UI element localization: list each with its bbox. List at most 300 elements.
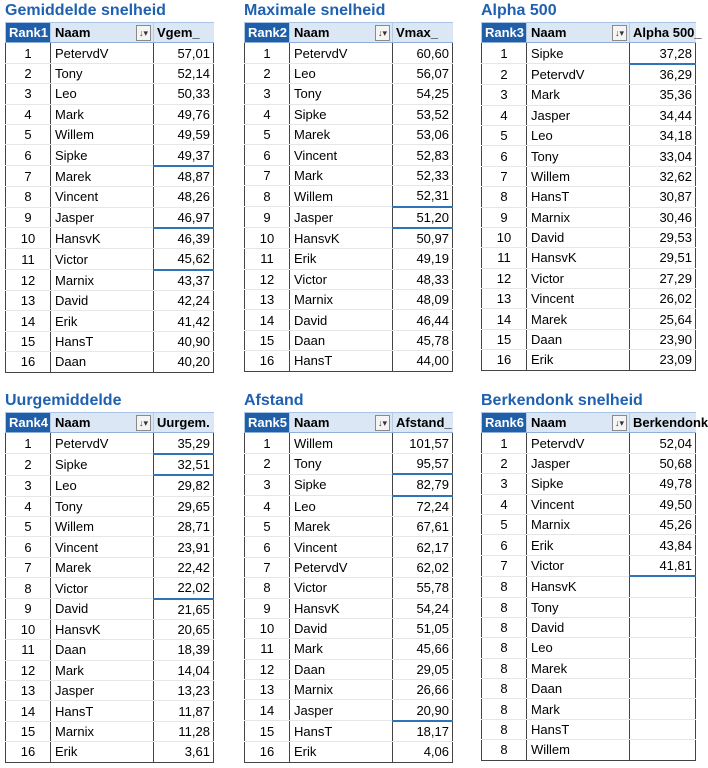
rank-cell: 2 [245, 453, 290, 474]
table-row [482, 699, 696, 719]
rank-cell: 8 [482, 679, 527, 699]
rank-cell: 16 [245, 351, 290, 371]
value-header[interactable]: Uurgem. [154, 413, 214, 433]
name-cell: HansvK [290, 228, 393, 249]
rank-cell: 5 [245, 124, 290, 144]
ranking-table [244, 22, 453, 372]
rank-cell: 8 [482, 187, 527, 207]
rank-header[interactable]: Rank5 [245, 413, 290, 433]
value-cell: 52,04 [630, 433, 696, 453]
name-cell: Vincent [527, 289, 630, 309]
name-cell: Marnix [527, 207, 630, 227]
table-row [482, 64, 696, 85]
rank-cell: 6 [6, 145, 51, 166]
name-cell: HansvK [51, 228, 154, 249]
rank-cell: 13 [245, 680, 290, 700]
rank-cell: 8 [245, 578, 290, 598]
rank-cell: 12 [245, 269, 290, 289]
name-header[interactable] [527, 413, 630, 433]
table-row [245, 680, 453, 700]
value-cell: 67,61 [393, 516, 453, 536]
name-cell: Jasper [527, 105, 630, 125]
value-cell: 29,53 [630, 227, 696, 247]
name-cell: Victor [527, 555, 630, 576]
value-cell [630, 740, 696, 760]
value-cell: 40,20 [154, 352, 214, 372]
value-cell: 41,42 [154, 311, 214, 331]
table-row [6, 599, 214, 620]
table-row [245, 742, 453, 762]
name-cell: Erik [527, 535, 630, 555]
table-row [245, 598, 453, 618]
table-row [482, 433, 696, 453]
table-row [482, 350, 696, 370]
value-cell: 95,57 [393, 453, 453, 474]
value-cell: 46,44 [393, 310, 453, 330]
table-row [6, 537, 214, 557]
rank-cell: 3 [482, 474, 527, 494]
value-header[interactable]: Berkendonk [630, 413, 696, 433]
value-cell: 18,39 [154, 640, 214, 660]
rank-cell: 3 [6, 84, 51, 104]
table-row [245, 516, 453, 536]
name-cell: Sipke [51, 454, 154, 475]
name-cell: Tony [527, 597, 630, 617]
name-cell: Erik [51, 742, 154, 762]
rank-cell: 4 [245, 104, 290, 124]
name-header[interactable] [527, 23, 630, 43]
value-cell: 72,24 [393, 496, 453, 517]
value-cell: 49,59 [154, 124, 214, 144]
table-row [245, 700, 453, 721]
rank-cell: 16 [6, 352, 51, 372]
sort-filter-icon[interactable]: ↓▾ [612, 25, 627, 41]
table-row [482, 248, 696, 268]
header-row [482, 23, 696, 43]
table-row [6, 124, 214, 144]
value-cell: 53,52 [393, 104, 453, 124]
name-cell: Mark [527, 699, 630, 719]
rank-cell: 8 [482, 576, 527, 597]
table-row [6, 433, 214, 454]
value-cell: 48,87 [154, 166, 214, 187]
value-cell: 23,09 [630, 350, 696, 370]
table-title: Afstand [244, 392, 304, 409]
name-cell: Vincent [290, 145, 393, 165]
rank-cell: 8 [482, 740, 527, 760]
table-title: Berkendonk snelheid [481, 392, 643, 409]
table-row [482, 207, 696, 227]
table-row [6, 291, 214, 311]
value-cell: 42,24 [154, 291, 214, 311]
name-cell: Mark [290, 165, 393, 185]
table-row [6, 43, 214, 63]
rank-cell: 6 [245, 537, 290, 557]
name-cell: Vincent [527, 494, 630, 514]
name-cell: Mark [290, 639, 393, 659]
value-cell: 35,36 [630, 85, 696, 105]
name-cell: HansvK [527, 248, 630, 268]
rank-cell: 7 [6, 557, 51, 577]
rank-header[interactable]: Rank4 [6, 413, 51, 433]
rank-cell: 6 [482, 535, 527, 555]
rank-cell: 8 [482, 638, 527, 658]
rank-cell: 7 [245, 165, 290, 185]
table-row [482, 638, 696, 658]
name-cell: Sipke [527, 43, 630, 64]
rank-cell: 13 [482, 289, 527, 309]
table-row [6, 640, 214, 660]
table-row [6, 187, 214, 207]
name-cell: HansT [527, 719, 630, 739]
table-row [482, 535, 696, 555]
name-cell: David [527, 617, 630, 637]
name-header[interactable] [51, 413, 154, 433]
table-row [482, 289, 696, 309]
table-row [6, 84, 214, 104]
table-row [482, 227, 696, 247]
table-row [482, 146, 696, 166]
name-cell: Erik [290, 742, 393, 762]
value-header[interactable]: Vmax_ [393, 23, 453, 43]
value-cell [630, 638, 696, 658]
rank-cell: 9 [245, 207, 290, 228]
table-row [6, 331, 214, 351]
rank-cell: 16 [482, 350, 527, 370]
name-cell: Marek [527, 309, 630, 329]
rank-cell: 10 [6, 228, 51, 249]
table-row [6, 104, 214, 124]
value-cell: 62,17 [393, 537, 453, 557]
name-cell: Leo [290, 496, 393, 517]
table-row [245, 351, 453, 371]
name-cell: Marek [290, 516, 393, 536]
ranking-table [481, 22, 702, 371]
table-row [482, 597, 696, 617]
value-cell: 49,78 [630, 474, 696, 494]
value-cell: 25,64 [630, 309, 696, 329]
sort-filter-icon[interactable]: ↓▾ [612, 415, 627, 431]
name-cell: Erik [527, 350, 630, 370]
value-cell: 34,18 [630, 125, 696, 145]
value-cell [630, 658, 696, 678]
name-cell: Daan [290, 330, 393, 350]
rank-cell: 3 [482, 85, 527, 105]
name-cell: Jasper [290, 700, 393, 721]
rank-cell: 4 [6, 496, 51, 516]
value-cell: 20,90 [393, 700, 453, 721]
table-row [6, 145, 214, 166]
name-cell: HansT [290, 351, 393, 371]
table-row [482, 268, 696, 288]
name-cell: Vincent [290, 537, 393, 557]
table-row [482, 719, 696, 739]
name-cell: Marnix [290, 680, 393, 700]
rank-cell: 3 [245, 84, 290, 104]
table-row [482, 85, 696, 105]
table-row [245, 228, 453, 249]
rank-cell: 12 [6, 660, 51, 680]
value-cell: 30,46 [630, 207, 696, 227]
name-header[interactable] [290, 413, 393, 433]
rank-cell: 10 [245, 618, 290, 638]
table-row [6, 63, 214, 83]
rank-cell: 9 [6, 599, 51, 620]
value-cell: 45,62 [154, 249, 214, 270]
value-cell [630, 719, 696, 739]
value-cell: 30,87 [630, 187, 696, 207]
name-cell: Leo [527, 638, 630, 658]
value-cell: 34,44 [630, 105, 696, 125]
name-cell: Marnix [527, 514, 630, 534]
table-title: Uurgemiddelde [5, 392, 122, 409]
name-cell: HansvK [51, 619, 154, 639]
header-row [6, 23, 214, 43]
table-row [245, 496, 453, 517]
name-cell: Leo [290, 63, 393, 83]
name-cell: HansvK [290, 598, 393, 618]
value-cell: 11,87 [154, 701, 214, 721]
table-row [482, 309, 696, 329]
rank-cell: 8 [6, 578, 51, 599]
name-cell: Leo [527, 125, 630, 145]
table-row [245, 84, 453, 104]
rank-cell: 5 [245, 516, 290, 536]
table-row [482, 187, 696, 207]
rank-cell: 7 [6, 166, 51, 187]
table-row [6, 516, 214, 536]
rank-cell: 14 [6, 311, 51, 331]
value-header[interactable]: Vgem_ [154, 23, 214, 43]
table-row [245, 249, 453, 269]
value-cell [630, 679, 696, 699]
value-cell: 26,02 [630, 289, 696, 309]
sort-filter-icon[interactable]: ↓▾ [136, 415, 151, 431]
rank-cell: 8 [482, 597, 527, 617]
table-row [245, 186, 453, 207]
name-cell: David [290, 310, 393, 330]
table-row [6, 660, 214, 680]
rank-cell: 5 [6, 124, 51, 144]
rank-cell: 4 [245, 496, 290, 517]
sort-filter-icon[interactable]: ↓▾ [375, 25, 390, 41]
value-cell: 32,62 [630, 166, 696, 186]
value-cell: 29,51 [630, 248, 696, 268]
value-cell: 82,79 [393, 474, 453, 495]
table-row [6, 352, 214, 372]
name-header-label: Naam [531, 25, 567, 41]
rank-cell: 6 [482, 146, 527, 166]
value-cell: 36,29 [630, 64, 696, 85]
value-cell: 35,29 [154, 433, 214, 454]
table-row [6, 557, 214, 577]
value-cell: 46,39 [154, 228, 214, 249]
name-cell: Marnix [51, 270, 154, 291]
table-row [245, 330, 453, 350]
rank-cell: 2 [482, 453, 527, 473]
name-cell: Sipke [51, 145, 154, 166]
table-row [6, 496, 214, 516]
value-cell: 44,00 [393, 351, 453, 371]
rank-cell: 15 [245, 721, 290, 742]
value-cell: 52,31 [393, 186, 453, 207]
table-row [482, 453, 696, 473]
name-header-label: Naam [294, 25, 330, 41]
name-cell: Leo [51, 84, 154, 104]
rank-cell: 5 [6, 516, 51, 536]
table-row [482, 658, 696, 678]
rank-cell: 15 [245, 330, 290, 350]
name-cell: HansT [51, 701, 154, 721]
name-cell: Victor [290, 578, 393, 598]
value-cell: 49,76 [154, 104, 214, 124]
rank-cell: 9 [245, 598, 290, 618]
table-row [6, 721, 214, 741]
rank-cell: 14 [482, 309, 527, 329]
table-row [482, 617, 696, 637]
name-cell: Tony [290, 84, 393, 104]
name-cell: PetervdV [290, 557, 393, 577]
rank-cell: 4 [482, 105, 527, 125]
rank-cell: 13 [6, 291, 51, 311]
rank-cell: 12 [245, 659, 290, 679]
table-row [245, 578, 453, 598]
name-cell: Willem [290, 186, 393, 207]
value-cell: 23,90 [630, 329, 696, 349]
rank-cell: 1 [245, 43, 290, 63]
value-cell: 56,07 [393, 63, 453, 83]
rank-cell: 11 [482, 248, 527, 268]
name-cell: Daan [51, 640, 154, 660]
value-cell: 41,81 [630, 555, 696, 576]
name-cell: Willem [527, 166, 630, 186]
name-cell: David [51, 291, 154, 311]
value-cell: 45,26 [630, 514, 696, 534]
value-cell: 27,29 [630, 268, 696, 288]
table-row [482, 740, 696, 760]
name-cell: PetervdV [290, 43, 393, 63]
ranking-table [244, 412, 453, 763]
table-row [6, 270, 214, 291]
rank-cell: 10 [245, 228, 290, 249]
name-cell: Erik [290, 249, 393, 269]
name-cell: Victor [51, 249, 154, 270]
name-cell: Daan [527, 329, 630, 349]
rank-cell: 8 [6, 187, 51, 207]
table-row [6, 166, 214, 187]
name-cell: Mark [51, 660, 154, 680]
rank-cell: 2 [482, 64, 527, 85]
name-cell: Mark [51, 104, 154, 124]
rank-cell: 4 [482, 494, 527, 514]
rank-cell: 3 [6, 475, 51, 496]
value-header[interactable]: Afstand_ [393, 413, 453, 433]
value-cell: 45,78 [393, 330, 453, 350]
value-cell: 48,09 [393, 290, 453, 310]
name-cell: Jasper [51, 207, 154, 228]
name-header[interactable] [290, 23, 393, 43]
value-cell: 23,91 [154, 537, 214, 557]
value-cell: 50,68 [630, 453, 696, 473]
value-cell: 3,61 [154, 742, 214, 762]
rank-cell: 11 [245, 639, 290, 659]
name-header[interactable] [51, 23, 154, 43]
sort-filter-icon[interactable]: ↓▾ [136, 25, 151, 41]
table-row [245, 537, 453, 557]
value-cell [630, 699, 696, 719]
value-cell: 50,97 [393, 228, 453, 249]
rank-header[interactable]: Rank3 [482, 23, 527, 43]
name-cell: HansT [51, 331, 154, 351]
value-cell: 29,65 [154, 496, 214, 516]
rank-cell: 7 [482, 555, 527, 576]
value-header[interactable]: Alpha 500_ [630, 23, 696, 43]
rank-header[interactable]: Rank1 [6, 23, 51, 43]
rank-cell: 11 [6, 249, 51, 270]
name-cell: PetervdV [527, 433, 630, 453]
sort-filter-icon[interactable]: ↓▾ [375, 415, 390, 431]
rank-cell: 2 [6, 454, 51, 475]
rank-cell: 12 [482, 268, 527, 288]
value-cell: 51,20 [393, 207, 453, 228]
name-cell: Victor [527, 268, 630, 288]
value-cell: 22,42 [154, 557, 214, 577]
rank-cell: 14 [6, 701, 51, 721]
value-cell [630, 617, 696, 637]
table-row [245, 474, 453, 495]
rank-cell: 15 [6, 721, 51, 741]
rank-cell: 8 [482, 658, 527, 678]
table-row [245, 433, 453, 453]
rank-header[interactable]: Rank6 [482, 413, 527, 433]
ranking-table [481, 412, 708, 761]
value-cell: 52,14 [154, 63, 214, 83]
name-cell: Erik [51, 311, 154, 331]
table-row [245, 721, 453, 742]
name-cell: Sipke [527, 474, 630, 494]
name-cell: HansvK [527, 576, 630, 597]
header-row [245, 23, 453, 43]
name-cell: Marek [51, 166, 154, 187]
value-cell [630, 576, 696, 597]
name-cell: Daan [527, 679, 630, 699]
value-cell: 4,06 [393, 742, 453, 762]
name-cell: Daan [51, 352, 154, 372]
value-cell: 52,83 [393, 145, 453, 165]
name-header-label: Naam [55, 415, 91, 431]
header-row [245, 413, 453, 433]
table-row [245, 63, 453, 83]
rank-cell: 6 [245, 145, 290, 165]
name-cell: Sipke [290, 104, 393, 124]
rank-cell: 1 [6, 43, 51, 63]
name-cell: Tony [527, 146, 630, 166]
rank-cell: 3 [245, 474, 290, 495]
name-header-label: Naam [55, 25, 91, 41]
name-header-label: Naam [294, 415, 330, 431]
table-row [6, 475, 214, 496]
table-row [245, 269, 453, 289]
table-row [6, 742, 214, 762]
table-row [245, 43, 453, 63]
value-cell [630, 597, 696, 617]
value-cell: 32,51 [154, 454, 214, 475]
name-cell: Marek [51, 557, 154, 577]
rank-cell: 8 [482, 699, 527, 719]
table-row [245, 659, 453, 679]
name-cell: HansT [290, 721, 393, 742]
rank-header[interactable]: Rank2 [245, 23, 290, 43]
